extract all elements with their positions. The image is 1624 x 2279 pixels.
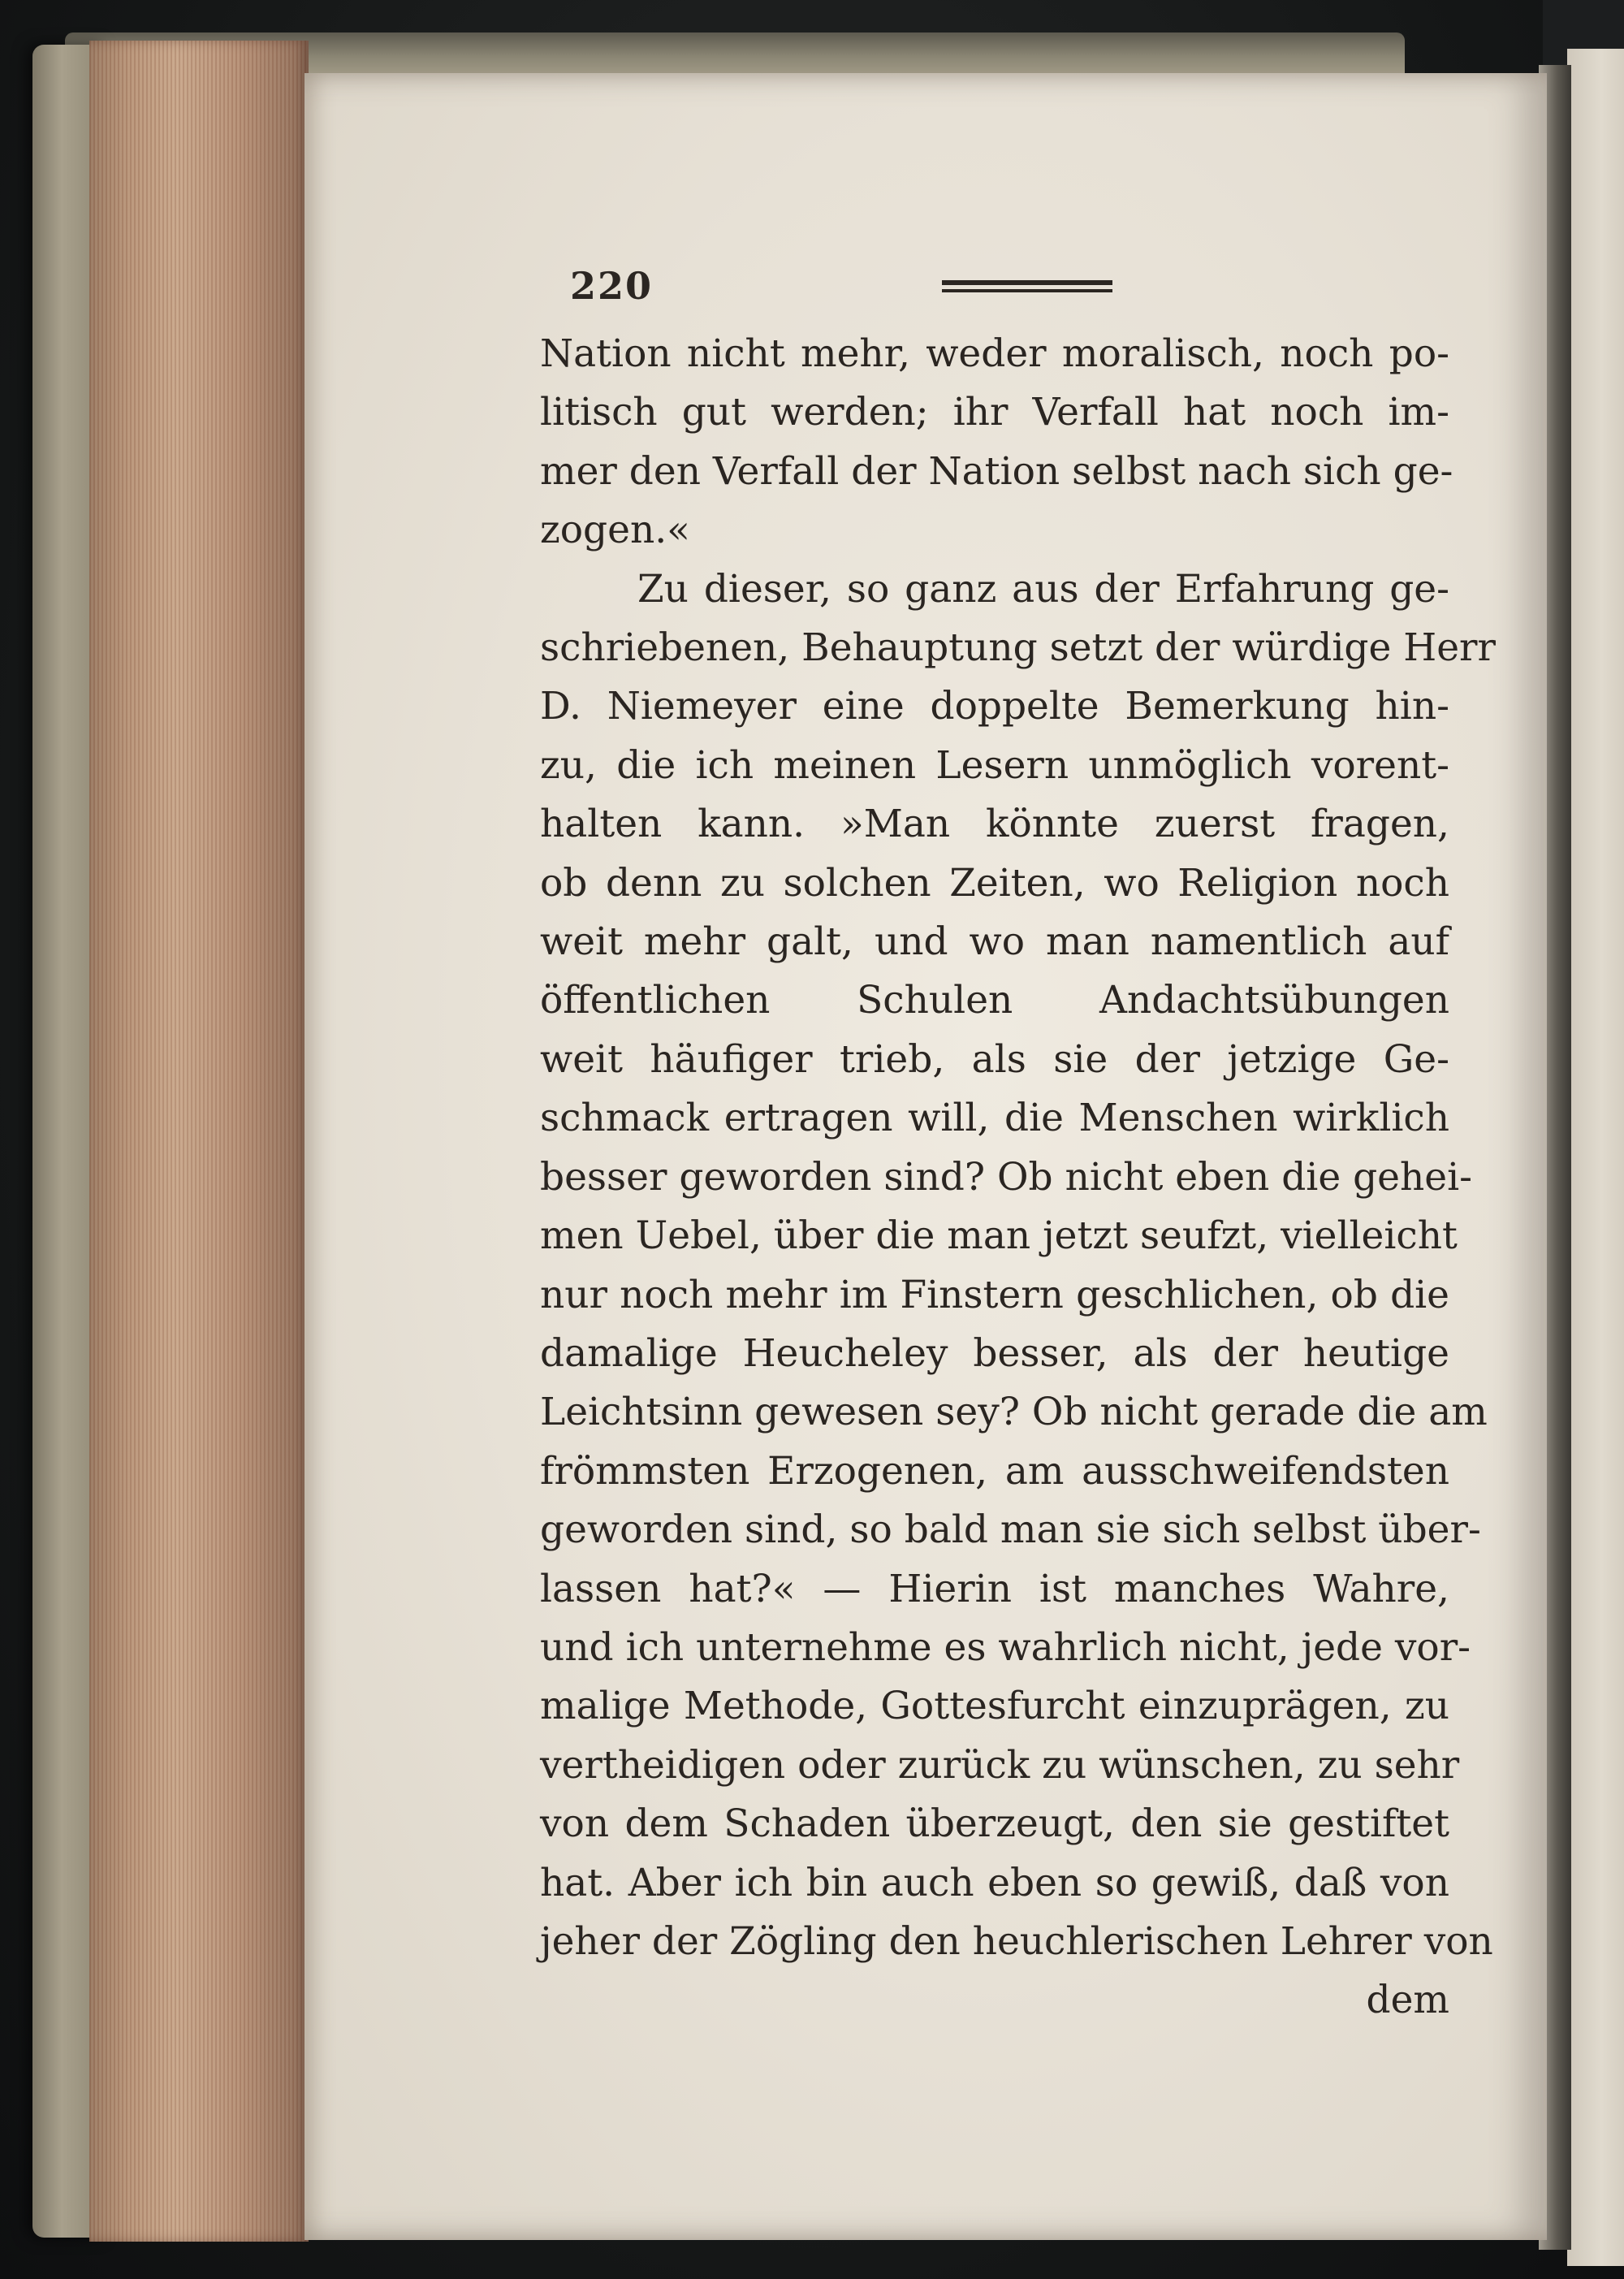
text-line: geworden sind, so bald man sie sich selbst über- (540, 1507, 1481, 1553)
catchword: dem (1366, 1978, 1449, 2023)
text-line: und ich unternehme es wahrlich nicht, jede vor- (540, 1624, 1471, 1670)
facing-page-edge (1567, 49, 1624, 2266)
text-line: weit mehr galt, und wo man namentlich auf (540, 919, 1449, 965)
text-line: malige Methode, Gottesfurcht einzuprägen, zu (540, 1684, 1449, 1729)
text-line: frömmsten Erzogenen, am ausschweifendsten (540, 1448, 1449, 1494)
text-line: lassen hat?« — Hierin ist manches Wahre, (540, 1566, 1449, 1611)
text-line: weit häufiger trieb, als sie der jetzige Ge- (540, 1036, 1449, 1082)
page-number: 220 (570, 264, 654, 308)
text-line: Zu dieser, so ganz aus der Erfahrung ge- (637, 566, 1449, 612)
text-line: jeher der Zögling den heuchlerischen Lehrer von (540, 1918, 1493, 1964)
text-line: nur noch mehr im Finstern geschlichen, ob die (540, 1272, 1449, 1317)
header-rule-thick (942, 280, 1112, 285)
text-line: Nation nicht mehr, weder moralisch, noch po- (540, 331, 1449, 376)
text-line: öffentlichen Schulen Andachtsübungen (540, 978, 1449, 1023)
text-line: Leichtsinn gewesen sey? Ob nicht gerade die am (540, 1390, 1488, 1435)
text-line: D. Niemeyer eine doppelte Bemerkung hin- (540, 684, 1449, 729)
text-line: von dem Schaden überzeugt, den sie gestiftet (540, 1801, 1449, 1847)
page-stack-edge (89, 41, 309, 2242)
text-line: schmack ertragen will, die Menschen wirklich (540, 1096, 1449, 1141)
header-rule-thin (942, 289, 1112, 292)
text-line: damalige Heucheley besser, als der heutige (540, 1330, 1449, 1376)
text-line: halten kann. »Man könnte zuerst fragen, (540, 802, 1449, 847)
text-line: litisch gut werden; ihr Verfall hat noch im- (540, 390, 1449, 435)
text-line: zu, die ich meinen Lesern unmöglich vorent- (540, 742, 1449, 788)
text-line: mer den Verfall der Nation selbst nach sich ge- (540, 448, 1453, 494)
body-text (540, 325, 1496, 2030)
text-line: ob denn zu solchen Zeiten, wo Religion noch (540, 860, 1449, 906)
text-line: schriebenen, Behauptung setzt der würdige Herr (540, 625, 1496, 671)
text-line: men Uebel, über die man jetzt seufzt, vielleicht (540, 1213, 1458, 1259)
text-line: besser geworden sind? Ob nicht eben die gehei- (540, 1154, 1472, 1200)
header-rule (942, 280, 1112, 298)
text-line: vertheidigen oder zurück zu wünschen, zu sehr (540, 1742, 1460, 1788)
text-line: zogen.« (540, 508, 690, 553)
text-line: hat. Aber ich bin auch eben so gewiß, daß von (540, 1860, 1449, 1905)
